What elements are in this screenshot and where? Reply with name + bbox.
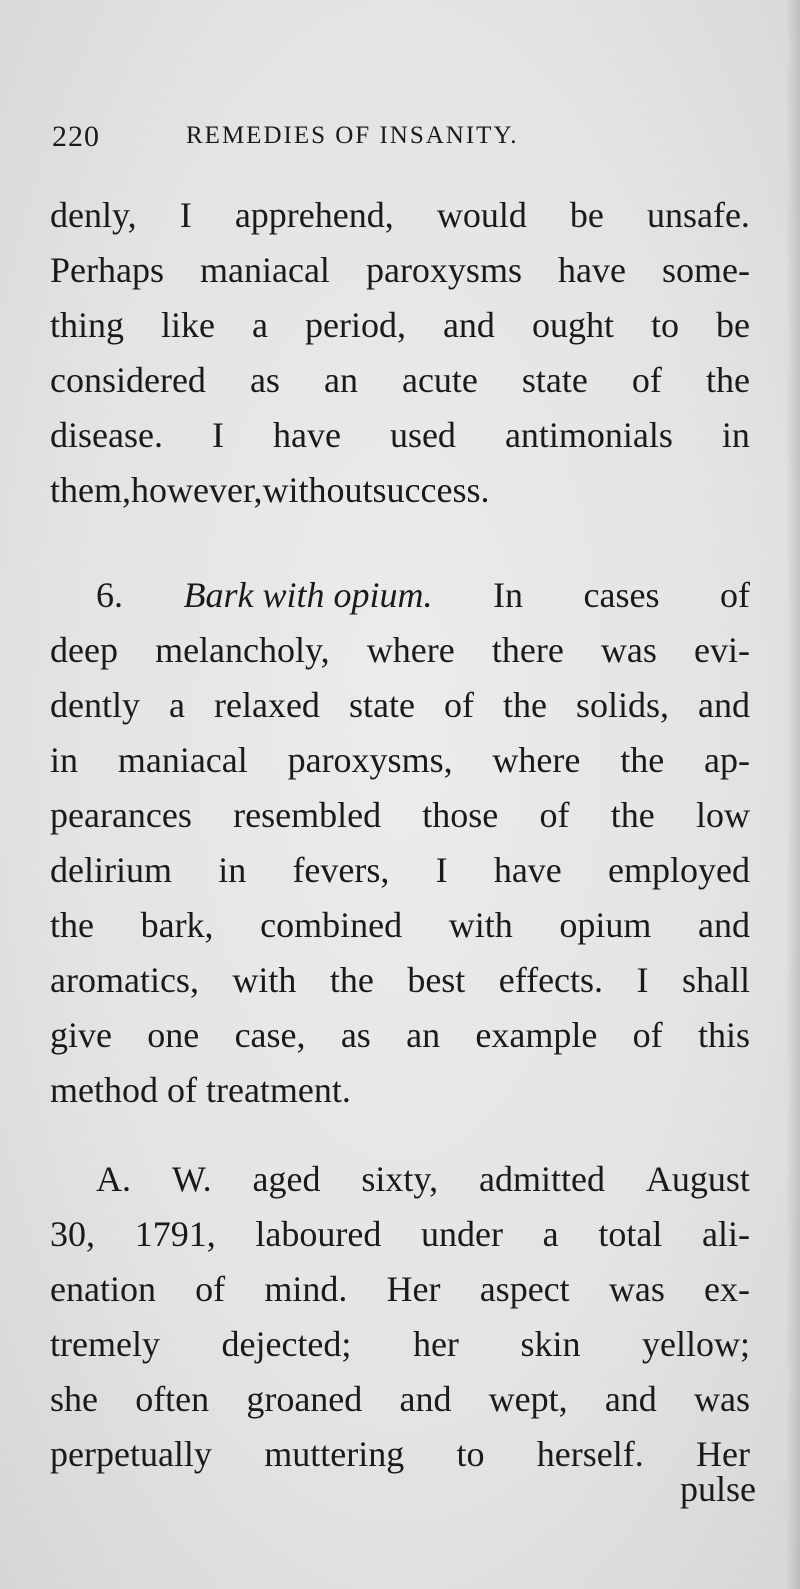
- word: those: [422, 795, 499, 835]
- word: the: [610, 795, 655, 835]
- text-line: [50, 898, 750, 953]
- text-line: [50, 1008, 750, 1063]
- word: have: [272, 415, 341, 455]
- word: was: [600, 630, 657, 670]
- word: and: [604, 1379, 657, 1419]
- word: often: [135, 1379, 210, 1419]
- word: with: [232, 960, 297, 1000]
- word: maniacal: [117, 740, 248, 780]
- word: maniacal: [200, 250, 330, 290]
- word: muttering: [264, 1434, 405, 1474]
- word: as: [249, 360, 280, 400]
- word: like: [161, 305, 215, 345]
- word: of: [539, 795, 570, 835]
- running-title: REMEDIES OF INSANITY.: [186, 122, 519, 149]
- word: of: [719, 575, 750, 615]
- word: deep: [50, 630, 118, 670]
- word: a: [252, 305, 268, 345]
- word: enation: [50, 1269, 156, 1309]
- text-line: [50, 678, 750, 733]
- word: admitted: [479, 1159, 605, 1199]
- word: melancholy,: [155, 630, 330, 670]
- word: dently: [50, 685, 140, 725]
- word: 30,: [50, 1214, 95, 1254]
- word: without: [262, 470, 373, 510]
- word: I: [211, 415, 224, 455]
- word: denly,: [50, 195, 137, 235]
- word: there: [491, 630, 564, 670]
- word: ought: [531, 305, 614, 345]
- word: 6.: [96, 575, 123, 615]
- word: opium: [559, 905, 652, 945]
- word: ap-: [704, 740, 750, 780]
- word: I: [435, 850, 448, 890]
- text-line: [50, 408, 750, 463]
- text-line: [50, 353, 750, 408]
- word: one: [147, 1015, 200, 1055]
- page-edge-shadow: [786, 0, 800, 1589]
- word: success.: [372, 470, 490, 510]
- word: I: [179, 195, 192, 235]
- word: shall: [681, 960, 750, 1000]
- word: them,: [50, 470, 131, 510]
- text-line: [50, 1063, 750, 1118]
- word: A.: [96, 1159, 131, 1199]
- word: an: [323, 360, 358, 400]
- word: aspect: [479, 1269, 570, 1309]
- word: have: [493, 850, 562, 890]
- word: Her: [696, 1434, 750, 1474]
- text-line: [50, 1152, 750, 1207]
- word: aromatics,: [50, 960, 199, 1000]
- word: disease.: [50, 415, 163, 455]
- word: Perhaps: [50, 250, 164, 290]
- word: of: [195, 1269, 226, 1309]
- word: her: [412, 1324, 459, 1364]
- word: In: [493, 575, 523, 615]
- word: paroxysms: [365, 250, 522, 290]
- word: to: [456, 1434, 485, 1474]
- word: thing: [50, 305, 125, 345]
- word: herself.: [536, 1434, 644, 1474]
- word: dejected;: [221, 1324, 352, 1364]
- word: used: [389, 415, 456, 455]
- text-line: [50, 568, 750, 623]
- word: resembled: [233, 795, 382, 835]
- word: mind.: [264, 1269, 348, 1309]
- text-line: [50, 1262, 750, 1317]
- text-line: [50, 843, 750, 898]
- word: was: [694, 1379, 750, 1419]
- word: of: [631, 360, 662, 400]
- word: under: [421, 1214, 503, 1254]
- text-line: [50, 1427, 750, 1482]
- word: however,: [130, 470, 263, 510]
- word: Her: [386, 1269, 441, 1309]
- word: solids,: [575, 685, 669, 725]
- word: considered: [50, 360, 206, 400]
- word: and: [442, 305, 495, 345]
- text-line: [50, 463, 750, 518]
- text-line: [50, 1372, 750, 1427]
- text-line: [50, 623, 750, 678]
- word: laboured: [255, 1214, 382, 1254]
- word: some-: [662, 250, 750, 290]
- word: acute: [401, 360, 478, 400]
- word: was: [608, 1269, 665, 1309]
- word: paroxysms,: [287, 740, 453, 780]
- word: state: [348, 685, 415, 725]
- word: with: [448, 905, 513, 945]
- word: of: [443, 685, 474, 725]
- word: 1791,: [134, 1214, 216, 1254]
- word: total: [598, 1214, 663, 1254]
- word: the: [502, 685, 547, 725]
- word: of: [632, 1015, 663, 1055]
- word: skin: [520, 1324, 581, 1364]
- word: W.: [171, 1159, 212, 1199]
- word: the: [50, 905, 94, 945]
- word: and: [698, 685, 750, 725]
- word: give: [50, 1015, 112, 1055]
- word: effects.: [498, 960, 604, 1000]
- paragraph-3: [50, 1152, 750, 1482]
- paragraph-1: [50, 188, 750, 518]
- text-line: [50, 1317, 750, 1372]
- word: in: [50, 740, 79, 780]
- word: ali-: [702, 1214, 750, 1254]
- text-line: [50, 188, 750, 243]
- word: cases: [583, 575, 660, 615]
- word: tremely: [50, 1324, 160, 1364]
- text-line: [50, 243, 750, 298]
- text-line: [50, 733, 750, 788]
- word: and: [698, 905, 750, 945]
- word: best: [407, 960, 466, 1000]
- page-number: 220: [52, 120, 100, 153]
- catchword: pulse: [680, 1469, 756, 1509]
- paragraph-2: [50, 568, 750, 1118]
- word: combined: [260, 905, 403, 945]
- text-line: [50, 1207, 750, 1262]
- word: groaned: [246, 1379, 363, 1419]
- word: would: [436, 195, 527, 235]
- word: the: [329, 960, 374, 1000]
- text-line: [50, 953, 750, 1008]
- word: where: [366, 630, 455, 670]
- word: to: [650, 305, 679, 345]
- word: I: [636, 960, 649, 1000]
- page-header: [52, 120, 752, 170]
- word: wept,: [488, 1379, 568, 1419]
- word: be: [715, 305, 750, 345]
- word: relaxed: [214, 685, 320, 725]
- word: low: [695, 795, 750, 835]
- word: perpetually: [50, 1434, 212, 1474]
- word: antimonials: [504, 415, 673, 455]
- word: pearances: [50, 795, 192, 835]
- word: a: [169, 685, 185, 725]
- word: in: [721, 415, 750, 455]
- word: employed: [608, 850, 750, 890]
- word: example: [475, 1015, 598, 1055]
- word: fevers,: [292, 850, 390, 890]
- word: as: [340, 1015, 371, 1055]
- word: the: [705, 360, 750, 400]
- word: ex-: [704, 1269, 750, 1309]
- word: state: [521, 360, 588, 400]
- word: bark,: [140, 905, 214, 945]
- word: and: [399, 1379, 452, 1419]
- word: case,: [234, 1015, 306, 1055]
- word: period,: [304, 305, 406, 345]
- word: method of treatment.: [50, 1070, 351, 1110]
- word: have: [558, 250, 626, 290]
- word: apprehend,: [234, 195, 394, 235]
- word: in: [218, 850, 247, 890]
- word: a: [542, 1214, 559, 1254]
- word: Bark with opium.: [183, 575, 433, 615]
- word: August: [645, 1159, 750, 1199]
- word: evi-: [694, 630, 750, 670]
- word: this: [697, 1015, 750, 1055]
- word: sixty,: [361, 1159, 439, 1199]
- word: the: [620, 740, 665, 780]
- word: aged: [252, 1159, 321, 1199]
- word: delirium: [50, 850, 172, 890]
- text-line: [50, 788, 750, 843]
- word: unsafe.: [646, 195, 750, 235]
- word: yellow;: [641, 1324, 750, 1364]
- word: an: [406, 1015, 441, 1055]
- word: she: [50, 1379, 98, 1419]
- word: be: [569, 195, 604, 235]
- word: where: [492, 740, 581, 780]
- text-line: [50, 298, 750, 353]
